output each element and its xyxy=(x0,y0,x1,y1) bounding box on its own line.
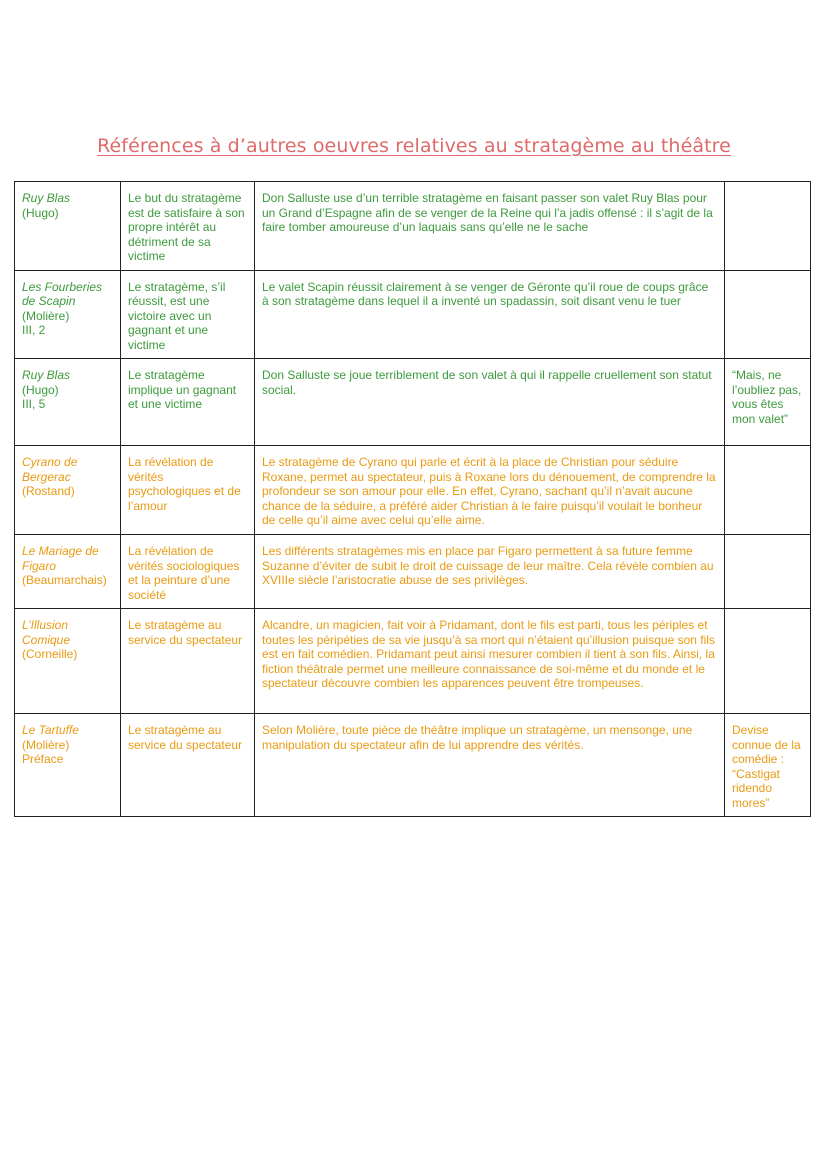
quote-cell: “Mais, ne l’oubliez pas, vous êtes mon valet” xyxy=(725,359,811,446)
quote-cell xyxy=(725,535,811,609)
work-detail: (Rostand) xyxy=(22,484,75,498)
work-detail: (Molière) xyxy=(22,737,70,752)
work-title: Le Tartuffe xyxy=(22,723,79,737)
work-detail: III, 2 xyxy=(22,323,46,337)
theme-cell: La révélation de vérités psychologiques et de l’amour xyxy=(121,446,255,535)
work-title: Ruy Blas xyxy=(22,368,71,382)
quote-cell xyxy=(725,270,811,359)
work-cell xyxy=(15,535,121,609)
explanation-cell: Don Salluste se joue terriblement de son valet à qui il rappelle cruellement son statut social. xyxy=(255,359,725,446)
page-title: Références à d’autres oeuvres relatives au stratagème au théâtre xyxy=(97,135,731,157)
work-cell xyxy=(15,446,121,535)
quote-cell xyxy=(725,609,811,714)
theme-cell: La révélation de vérités sociologiques et la peinture d’une société xyxy=(121,535,255,609)
table-row xyxy=(15,182,811,271)
work-detail: (Molière) xyxy=(22,308,70,323)
work-title: Cyrano de Bergerac xyxy=(22,455,78,484)
theme-cell: Le stratagème au service du spectateur xyxy=(121,609,255,714)
work-cell xyxy=(15,609,121,714)
table-row xyxy=(15,446,811,535)
theme-cell: Le stratagème implique un gagnant et une victime xyxy=(121,359,255,446)
explanation-cell: Don Salluste use d’un terrible stratagème en faisant passer son valet Ruy Blas pour un Grand d’Espagne afin de se venger de la Reine qui l’a jadis offensé : il s’agit de la faire tomber amoureuse d’un laquais sans qu’elle ne le sache xyxy=(255,182,725,271)
work-detail: III, 5 xyxy=(22,397,46,411)
theme-cell: Le stratagème au service du spectateur xyxy=(121,714,255,817)
work-cell xyxy=(15,270,121,359)
explanation-cell: Alcandre, un magicien, fait voir à Pridamant, dont le fils est parti, tous les périples et toutes les péripéties de sa vie jusqu’à sa mort qui n’étaient qu’illusion puisque son fils est en fait comédien. Pridamant peut ainsi mesurer combien il tient à son fils. Ainsi, la fiction théâtrale permet une meilleure connaissance de soi-même et du monde et le spectateur découvre combien les apparences peuvent être trompeuses. xyxy=(255,609,725,714)
theme-cell: Le but du stratagème est de satisfaire à son propre intérêt au détriment de sa victime xyxy=(121,182,255,271)
work-detail: (Hugo) xyxy=(22,382,59,397)
table-row xyxy=(15,609,811,714)
table-row xyxy=(15,714,811,817)
work-cell xyxy=(15,714,121,817)
quote-cell xyxy=(725,446,811,535)
work-cell xyxy=(15,359,121,446)
quote-cell: Devise connue de la comédie : “Castigat ridendo mores” xyxy=(725,714,811,817)
explanation-cell: Les différents stratagèmes mis en place par Figaro permettent à sa future femme Suzanne d’éviter de subit le droit de cuissage de leur maître. Cela révèle combien au XVIIIe siècle l’aristocratie abuse de ses privilèges. xyxy=(255,535,725,609)
work-title: Les Fourberies de Scapin xyxy=(22,279,103,308)
work-title: Ruy Blas xyxy=(22,191,71,205)
work-title: Le Mariage de Figaro xyxy=(22,544,99,573)
work-detail: (Hugo) xyxy=(22,205,59,220)
explanation-cell: Le stratagème de Cyrano qui parle et écrit à la place de Christian pour séduire Roxane, permet au spectateur, puis à Roxane lors du dénouement, de comprendre la profondeur se son amour pour elle. En effet, Cyrano, sachant qu’il n’avait aucune chance de la séduire, a préféré aider Christian à le faire puisqu’il voulait le bonheur de celle qu’il aime avec celui qu’elle aime. xyxy=(255,446,725,535)
work-detail: (Corneille) xyxy=(22,647,78,661)
references-table xyxy=(14,181,811,817)
quote-cell xyxy=(725,182,811,271)
explanation-cell: Le valet Scapin réussit clairement à se venger de Géronte qu’il roue de coups grâce à son stratagème dans lequel il a inventé un spadassin, soit disant venu le tuer xyxy=(255,270,725,359)
work-detail: (Beaumarchais) xyxy=(22,573,107,587)
work-title: L’Illusion Comique xyxy=(22,618,71,647)
table-row xyxy=(15,535,811,609)
table-row xyxy=(15,359,811,446)
work-cell xyxy=(15,182,121,271)
explanation-cell: Selon Molière, toute pièce de théâtre implique un stratagème, un mensonge, une manipulation du spectateur afin de lui apprendre des vérités. xyxy=(255,714,725,817)
table-row xyxy=(15,270,811,359)
theme-cell: Le stratagème, s’il réussit, est une victoire avec un gagnant et une victime xyxy=(121,270,255,359)
work-detail: Préface xyxy=(22,752,64,766)
